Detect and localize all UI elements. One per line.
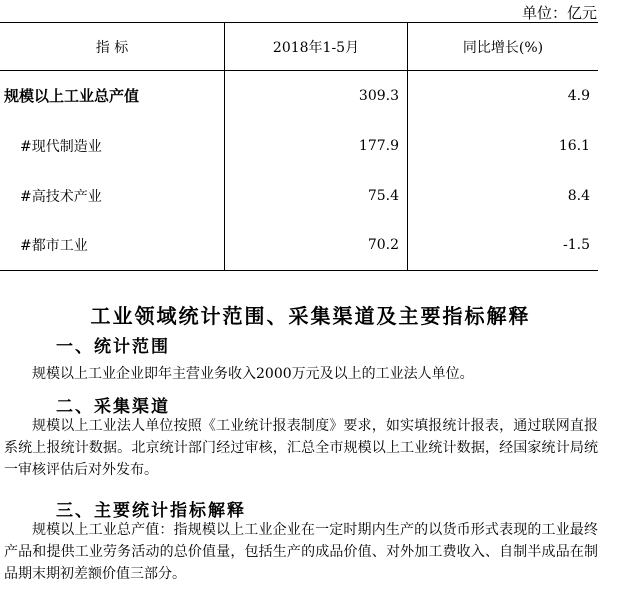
row-name: #高技术产业 [20, 188, 102, 205]
table-row [0, 171, 598, 221]
section-heading-indicators: 三、主要统计指标解释 [56, 501, 246, 521]
table-row [0, 121, 598, 171]
statistics-table [0, 22, 598, 271]
row-name: #现代制造业 [20, 138, 102, 155]
section-text-channel: 规模以上工业法人单位按照《工业统计报表制度》要求，如实填报统计报表，通过联网直报系统上报统计数据。北京统计部门经过审核，汇总全市规模以上工业统计数据，经国家统计局统一审核评估后对外发布。 [4, 418, 598, 478]
header-period: 2018年1-5月 [225, 23, 408, 71]
section-heading-channel: 二、采集渠道 [56, 397, 170, 417]
row-value: 177.9 [225, 121, 408, 171]
row-growth: 4.9 [567, 87, 590, 104]
unit-label: 单位：亿元 [521, 4, 597, 22]
table-row [0, 71, 598, 121]
table-row [0, 221, 598, 271]
row-value: 309.3 [225, 71, 408, 121]
section-text-indicators: 规模以上工业总产值：指规模以上工业企业在一定时期内生产的以货币形式表现的工业最终产品和提供工业劳务活动的总价值量，包括生产的成品价值、对外加工费收入、自制半成品在制品期末期初差额价值三部分。 [4, 522, 598, 582]
section-text-scope: 规模以上工业企业即年主营业务收入2000万元及以上的工业法人单位。 [32, 366, 474, 382]
row-value: 75.4 [225, 171, 408, 221]
document-title: 工业领域统计范围、采集渠道及主要指标解释 [90, 304, 531, 328]
section-heading-scope: 一、统计范围 [56, 337, 170, 357]
row-growth: 16.1 [558, 137, 590, 154]
row-growth: -1.5 [408, 221, 599, 271]
header-indicator: 指 标 [0, 23, 225, 71]
row-name: 规模以上工业总产值 [4, 87, 140, 106]
header-growth: 同比增长(%) [408, 23, 599, 71]
row-growth: 8.4 [567, 187, 590, 204]
row-value: 70.2 [225, 221, 408, 271]
row-name: #都市工业 [0, 221, 225, 271]
table-header-row [0, 23, 598, 71]
